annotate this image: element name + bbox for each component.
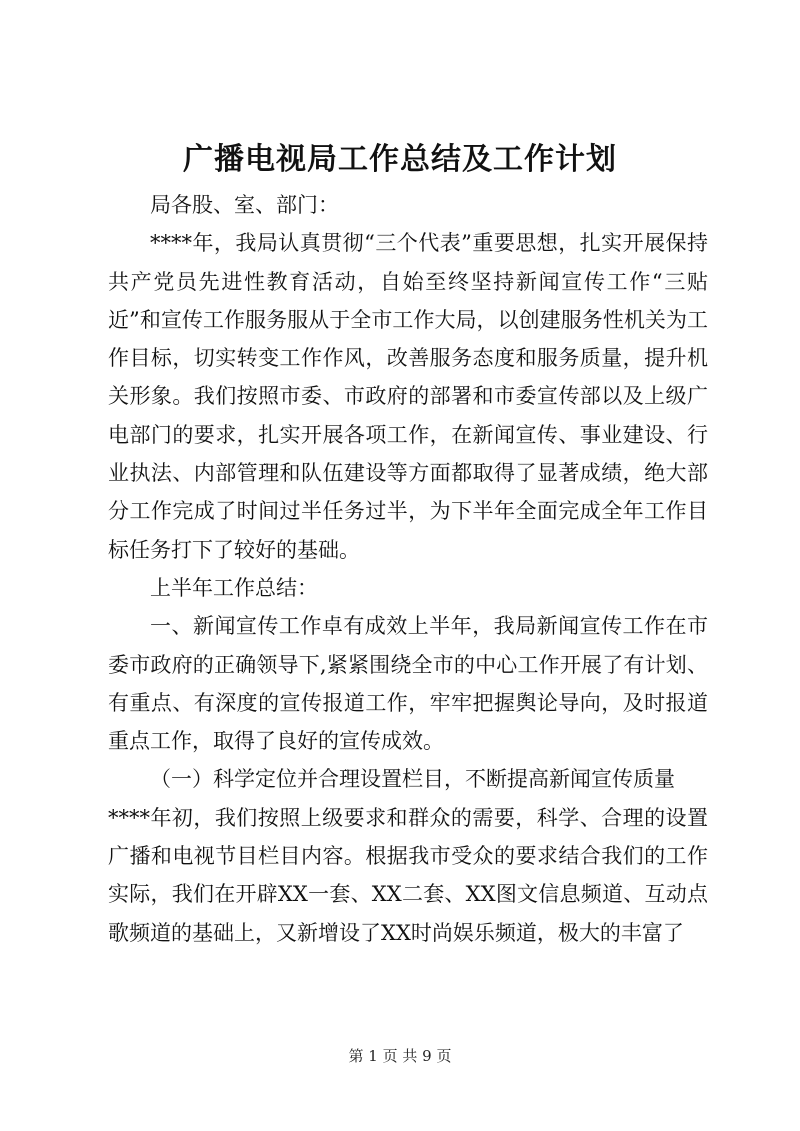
document-title: 广播电视局工作总结及工作计划 <box>183 142 617 177</box>
intro-paragraph: ****年，我局认真贯彻“三个代表”重要思想，扎实开展保持共产党员先进性教育活动，自始至终坚持新闻宣传工作“三贴近”和宣传工作服务服从于全市工作大局，以创建服务性机关为工作目标，切实转变工作作风，改善服务态度和服务质量，提升机关形象。我们按照市委、市政府的部署和市委宣传部以及上级广电部门的要求，扎实开展各项工作，在新闻宣传、事业建设、行业执法、内部管理和队伍建设等方面都取得了显著成绩，绝大部分工作完成了时间过半任务过半，为下半年全面完成全年工作目标任务打下了较好的基础。 <box>108 231 708 562</box>
salutation-paragraph: 局各股、室、部门： <box>150 193 339 217</box>
subsection-body-paragraph <box>108 799 708 952</box>
page-number-footer: 第 1 页 共 9 页 <box>348 1047 452 1065</box>
section-heading-paragraph: 上半年工作总结： <box>150 575 318 600</box>
section-one-paragraph: 一、新闻宣传工作卓有成效上半年，我局新闻宣传工作在市委市政府的正确领导下,紧紧围绕全市的中心工作开展了有计划、有重点、有深度的宣传报道工作，牢牢把握舆论导向，及时报道重点工作，取得了良好的宣传成效。 <box>108 614 708 754</box>
year-placeholder: **** <box>108 805 150 830</box>
document-body <box>108 186 708 952</box>
subsection-body-text: 年初，我们按照上级要求和群众的需要，科学、合理的设置广播和电视节目栏目内容。根据我市受众的要求结合我们的工作实际，我们在开辟XX一套、XX二套、XX图文信息频道、互动点歌频道的基础上，又新增设了XX时尚娱乐频道，极大的丰富了 <box>108 805 708 945</box>
subsection-heading-paragraph: （一）科学定位并合理设置栏目，不断提高新闻宣传质量 <box>150 767 675 792</box>
